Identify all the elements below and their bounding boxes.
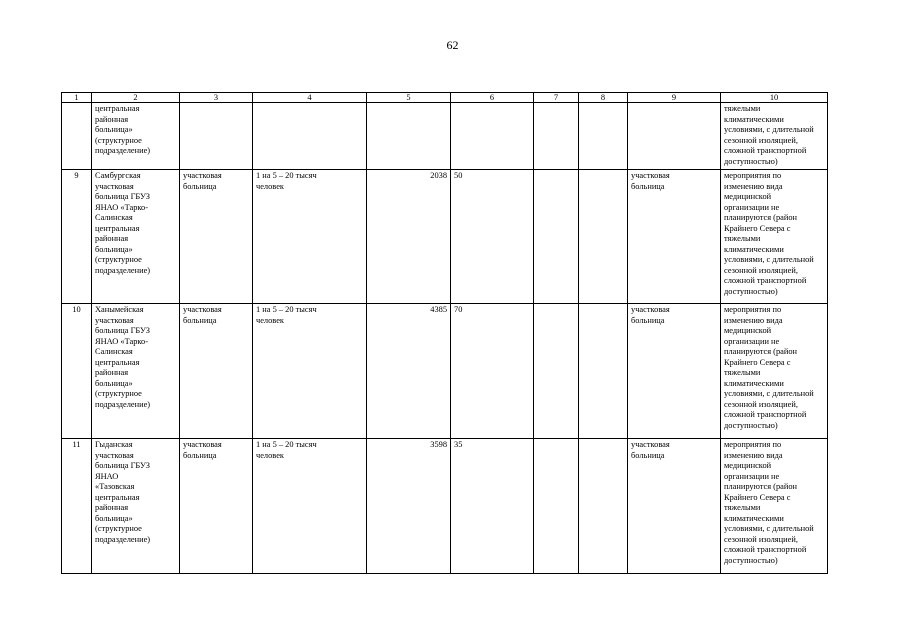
facilities-table xyxy=(61,92,828,574)
capacity: 35 xyxy=(451,439,534,574)
population: 3598 xyxy=(367,439,451,574)
coverage-ratio: 1 на 5 – 20 тысяч человек xyxy=(253,439,367,574)
column-8 xyxy=(579,304,628,439)
column-8 xyxy=(579,170,628,304)
row-number: 10 xyxy=(62,304,92,439)
column-number: 1 xyxy=(62,93,92,103)
column-number: 8 xyxy=(579,93,628,103)
column-8 xyxy=(579,103,628,170)
coverage-ratio: 1 на 5 – 20 тысяч человек xyxy=(253,304,367,439)
table-row xyxy=(62,304,828,439)
row-number: 9 xyxy=(62,170,92,304)
table-row xyxy=(62,170,828,304)
capacity xyxy=(451,103,534,170)
facility-type xyxy=(180,103,253,170)
facility-name: Ханымейская участковая больница ГБУЗ ЯНАО «Тарко- Салинская центральная районная больница» (структурное подразделение) xyxy=(92,304,180,439)
coverage-ratio xyxy=(253,103,367,170)
planned-type xyxy=(628,103,721,170)
coverage-ratio: 1 на 5 – 20 тысяч человек xyxy=(253,170,367,304)
facility-name: центральная районная больница» (структурное подразделение) xyxy=(92,103,180,170)
facility-type: участковая больница xyxy=(180,439,253,574)
population: 4385 xyxy=(367,304,451,439)
facility-name: Гыданская участковая больница ГБУЗ ЯНАО «Тазовская центральная районная больница» (структурное подразделение) xyxy=(92,439,180,574)
column-8 xyxy=(579,439,628,574)
population xyxy=(367,103,451,170)
capacity: 50 xyxy=(451,170,534,304)
facility-type: участковая больница xyxy=(180,304,253,439)
table-row xyxy=(62,439,828,574)
note: мероприятия по изменению вида медицинской организации не планируются (район Крайнего Севера с тяжелыми климатическими условиями, с длительной сезонной изоляцией, сложной транспортной доступностью) xyxy=(721,170,828,304)
column-number: 3 xyxy=(180,93,253,103)
column-number: 4 xyxy=(253,93,367,103)
table-row xyxy=(62,103,828,170)
column-7 xyxy=(534,103,579,170)
column-number: 9 xyxy=(628,93,721,103)
note: мероприятия по изменению вида медицинской организации не планируются (район Крайнего Севера с тяжелыми климатическими условиями, с длительной сезонной изоляцией, сложной транспортной доступностью) xyxy=(721,304,828,439)
planned-type: участковая больница xyxy=(628,304,721,439)
row-number: 11 xyxy=(62,439,92,574)
column-number: 6 xyxy=(451,93,534,103)
page-number: 62 xyxy=(446,38,459,52)
row-number xyxy=(62,103,92,170)
capacity: 70 xyxy=(451,304,534,439)
column-number-row xyxy=(62,93,828,103)
column-number: 5 xyxy=(367,93,451,103)
note: мероприятия по изменению вида медицинской организации не планируются (район Крайнего Севера с тяжелыми климатическими условиями, с длительной сезонной изоляцией, сложной транспортной доступностью) xyxy=(721,439,828,574)
column-7 xyxy=(534,439,579,574)
planned-type: участковая больница xyxy=(628,170,721,304)
column-number: 10 xyxy=(721,93,828,103)
facility-name: Самбургская участковая больница ГБУЗ ЯНАО «Тарко- Салинская центральная районная больница» (структурное подразделение) xyxy=(92,170,180,304)
population: 2038 xyxy=(367,170,451,304)
column-number: 7 xyxy=(534,93,579,103)
column-7 xyxy=(534,170,579,304)
column-7 xyxy=(534,304,579,439)
facility-type: участковая больница xyxy=(180,170,253,304)
planned-type: участковая больница xyxy=(628,439,721,574)
note: тяжелыми климатическими условиями, с длительной сезонной изоляцией, сложной транспортной доступностью) xyxy=(721,103,828,170)
column-number: 2 xyxy=(92,93,180,103)
